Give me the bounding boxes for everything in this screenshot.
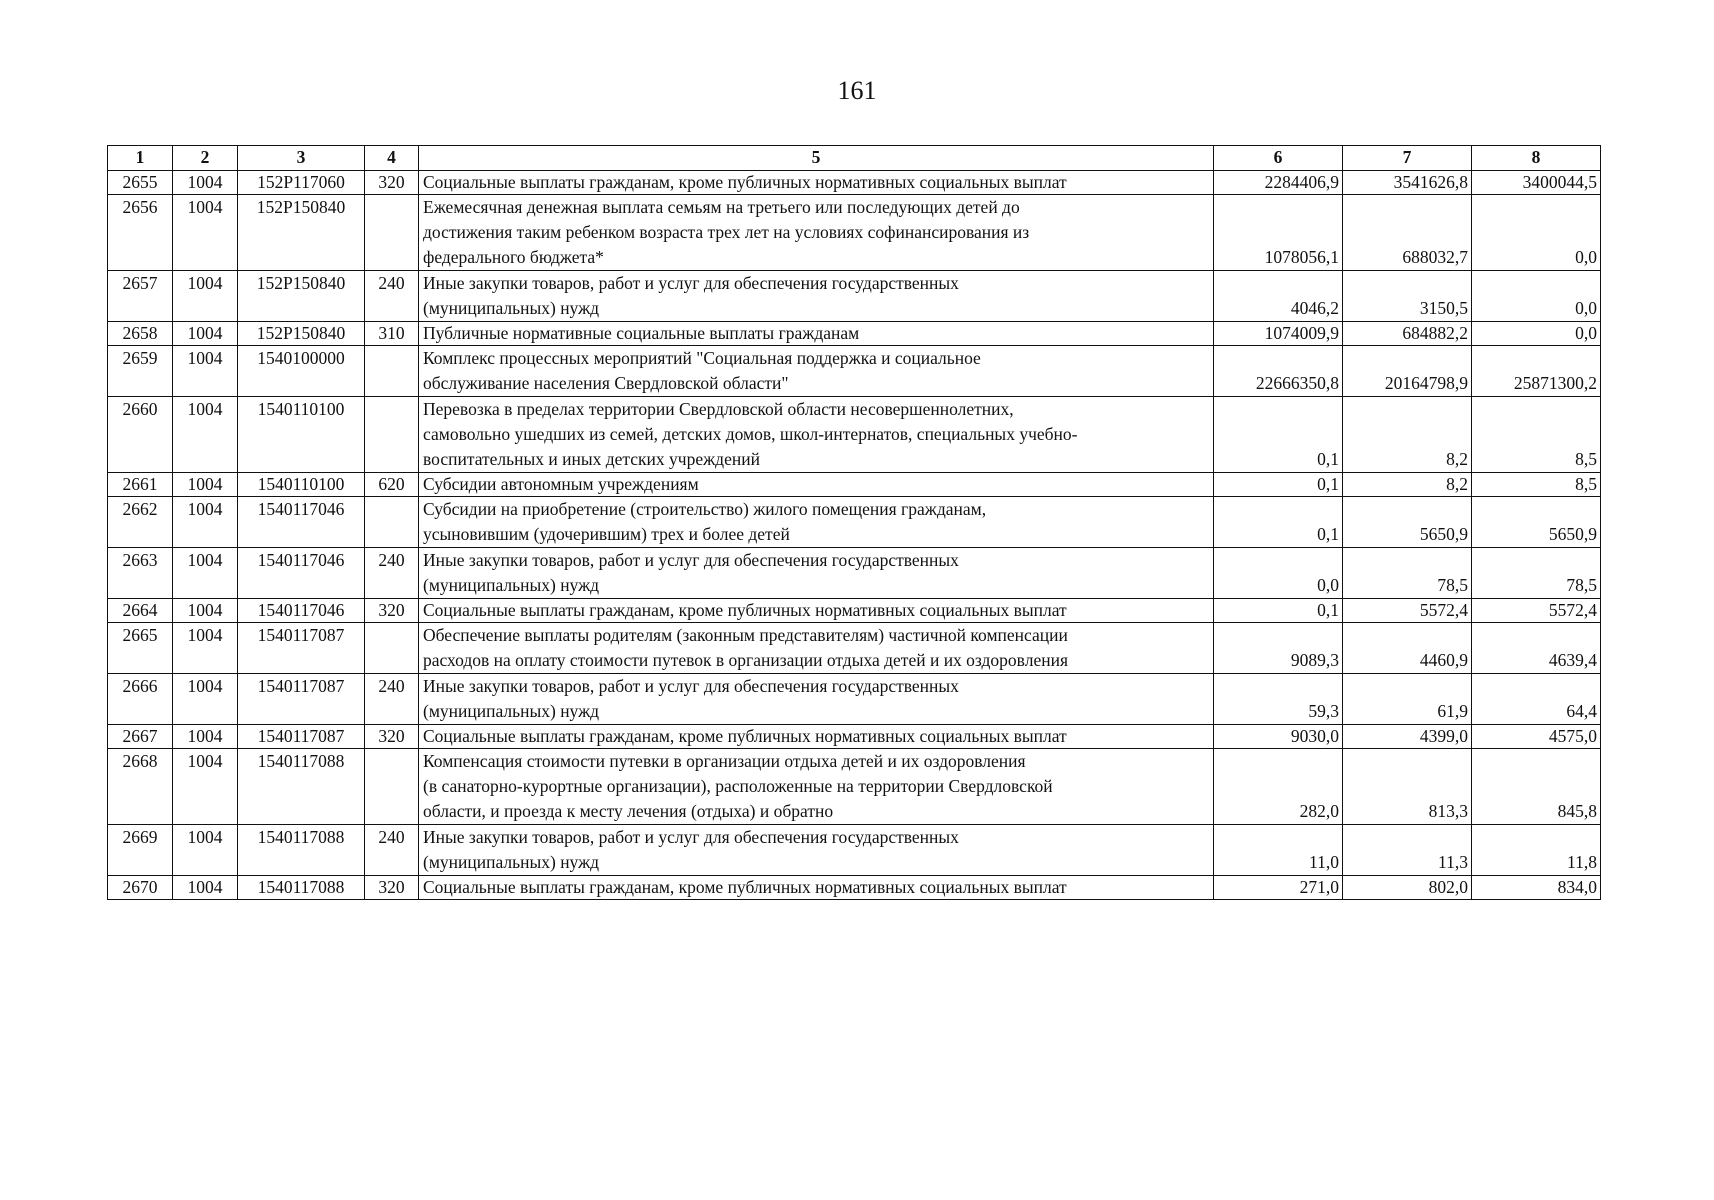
target-code-cell: 152P150840 — [238, 195, 365, 271]
amount-cell-v7: 5572,4 — [1343, 599, 1472, 623]
amount-cell-v7: 4460,9 — [1343, 623, 1472, 674]
description-line: воспитательных и иных детских учреждений — [423, 449, 760, 469]
amount-cell-v8: 5572,4 — [1472, 599, 1601, 623]
target-code-cell: 1540117088 — [238, 825, 365, 876]
row-number-cell: 2664 — [108, 599, 173, 623]
description-line: Ежемесячная денежная выплата семьям на третьего или последующих детей до — [423, 197, 1020, 217]
description-line: расходов на оплату стоимости путевок в организации отдыха детей и их оздоровления — [423, 650, 1068, 670]
amount-cell-v7: 5650,9 — [1343, 497, 1472, 548]
amount-cell-v6: 9089,3 — [1214, 623, 1343, 674]
target-code-cell: 152P150840 — [238, 271, 365, 322]
row-number-cell: 2663 — [108, 548, 173, 599]
row-number-cell: 2668 — [108, 749, 173, 825]
description-line: обслуживание населения Свердловской области" — [423, 373, 789, 393]
expense-type-cell — [365, 397, 419, 473]
target-code-cell: 1540117088 — [238, 876, 365, 900]
description-cell — [419, 322, 1214, 346]
table-row — [108, 548, 1601, 599]
description-line: Социальные выплаты гражданам, кроме публичных нормативных социальных выплат — [423, 726, 1067, 746]
section-cell: 1004 — [173, 623, 238, 674]
amount-cell-v8: 8,5 — [1472, 473, 1601, 497]
page-number: 161 — [837, 76, 877, 105]
header-row — [108, 146, 1601, 171]
section-cell: 1004 — [173, 725, 238, 749]
target-code-cell: 1540100000 — [238, 346, 365, 397]
description-cell — [419, 548, 1214, 599]
description-cell — [419, 599, 1214, 623]
description-line: (муниципальных) нужд — [423, 575, 600, 595]
expense-type-cell: 620 — [365, 473, 419, 497]
expense-type-cell — [365, 749, 419, 825]
section-cell: 1004 — [173, 674, 238, 725]
table-row — [108, 497, 1601, 548]
description-line: (муниципальных) нужд — [423, 852, 600, 872]
table-row — [108, 674, 1601, 725]
description-line: Иные закупки товаров, работ и услуг для обеспечения государственных — [423, 273, 959, 293]
description-line: (муниципальных) нужд — [423, 701, 600, 721]
amount-cell-v7: 3541626,8 — [1343, 171, 1472, 195]
expense-type-cell — [365, 623, 419, 674]
description-cell — [419, 725, 1214, 749]
column-header: 1 — [108, 146, 173, 171]
section-cell: 1004 — [173, 171, 238, 195]
description-cell — [419, 876, 1214, 900]
target-code-cell: 1540110100 — [238, 397, 365, 473]
description-line: Комплекс процессных мероприятий "Социальная поддержка и социальное — [423, 348, 981, 368]
amount-cell-v7: 8,2 — [1343, 397, 1472, 473]
amount-cell-v8: 11,8 — [1472, 825, 1601, 876]
amount-cell-v6: 1078056,1 — [1214, 195, 1343, 271]
description-cell — [419, 271, 1214, 322]
section-cell: 1004 — [173, 397, 238, 473]
row-number-cell: 2658 — [108, 322, 173, 346]
amount-cell-v7: 78,5 — [1343, 548, 1472, 599]
amount-cell-v6: 0,1 — [1214, 497, 1343, 548]
amount-cell-v8: 845,8 — [1472, 749, 1601, 825]
description-cell — [419, 497, 1214, 548]
description-line: Обеспечение выплаты родителям (законным представителям) частичной компенсации — [423, 625, 1068, 645]
column-header: 5 — [419, 146, 1214, 171]
description-cell — [419, 397, 1214, 473]
column-header: 7 — [1343, 146, 1472, 171]
description-line: Социальные выплаты гражданам, кроме публичных нормативных социальных выплат — [423, 600, 1067, 620]
expense-type-cell: 320 — [365, 171, 419, 195]
amount-cell-v8: 0,0 — [1472, 271, 1601, 322]
table-body — [108, 171, 1601, 900]
expense-type-cell: 320 — [365, 725, 419, 749]
amount-cell-v6: 0,1 — [1214, 397, 1343, 473]
amount-cell-v6: 2284406,9 — [1214, 171, 1343, 195]
amount-cell-v7: 20164798,9 — [1343, 346, 1472, 397]
section-cell: 1004 — [173, 548, 238, 599]
table-row — [108, 749, 1601, 825]
section-cell: 1004 — [173, 497, 238, 548]
table-row — [108, 725, 1601, 749]
table-row — [108, 876, 1601, 900]
row-number-cell: 2669 — [108, 825, 173, 876]
amount-cell-v8: 834,0 — [1472, 876, 1601, 900]
expense-type-cell: 240 — [365, 271, 419, 322]
section-cell: 1004 — [173, 271, 238, 322]
row-number-cell: 2667 — [108, 725, 173, 749]
expense-type-cell — [365, 346, 419, 397]
description-line: (в санаторно-курортные организации), расположенные на территории Свердловской — [423, 776, 1053, 796]
column-header: 2 — [173, 146, 238, 171]
row-number-cell: 2657 — [108, 271, 173, 322]
amount-cell-v8: 8,5 — [1472, 397, 1601, 473]
section-cell: 1004 — [173, 346, 238, 397]
description-line: Субсидии на приобретение (строительство) жилого помещения гражданам, — [423, 499, 987, 519]
amount-cell-v6: 271,0 — [1214, 876, 1343, 900]
target-code-cell: 1540117046 — [238, 548, 365, 599]
amount-cell-v7: 11,3 — [1343, 825, 1472, 876]
description-cell — [419, 171, 1214, 195]
description-line: Иные закупки товаров, работ и услуг для обеспечения государственных — [423, 676, 959, 696]
table-row — [108, 322, 1601, 346]
table-row — [108, 271, 1601, 322]
amount-cell-v7: 802,0 — [1343, 876, 1472, 900]
table-row — [108, 195, 1601, 271]
row-number-cell: 2670 — [108, 876, 173, 900]
target-code-cell: 1540117046 — [238, 599, 365, 623]
amount-cell-v8: 5650,9 — [1472, 497, 1601, 548]
amount-cell-v7: 3150,5 — [1343, 271, 1472, 322]
table-row — [108, 623, 1601, 674]
expense-type-cell: 240 — [365, 548, 419, 599]
section-cell: 1004 — [173, 322, 238, 346]
target-code-cell: 152P117060 — [238, 171, 365, 195]
target-code-cell: 152P150840 — [238, 322, 365, 346]
description-line: области, и проезда к месту лечения (отдыха) и обратно — [423, 801, 834, 821]
amount-cell-v6: 0,1 — [1214, 599, 1343, 623]
column-header: 3 — [238, 146, 365, 171]
column-header: 6 — [1214, 146, 1343, 171]
amount-cell-v7: 4399,0 — [1343, 725, 1472, 749]
section-cell: 1004 — [173, 195, 238, 271]
table-row — [108, 346, 1601, 397]
table-row — [108, 397, 1601, 473]
amount-cell-v6: 282,0 — [1214, 749, 1343, 825]
amount-cell-v8: 78,5 — [1472, 548, 1601, 599]
target-code-cell: 1540117087 — [238, 725, 365, 749]
section-cell: 1004 — [173, 749, 238, 825]
table-row — [108, 171, 1601, 195]
target-code-cell: 1540117088 — [238, 749, 365, 825]
expense-type-cell: 320 — [365, 599, 419, 623]
table-row — [108, 599, 1601, 623]
amount-cell-v6: 11,0 — [1214, 825, 1343, 876]
target-code-cell: 1540110100 — [238, 473, 365, 497]
target-code-cell: 1540117087 — [238, 623, 365, 674]
section-cell: 1004 — [173, 825, 238, 876]
description-cell — [419, 346, 1214, 397]
description-cell — [419, 674, 1214, 725]
amount-cell-v6: 0,1 — [1214, 473, 1343, 497]
expense-type-cell: 320 — [365, 876, 419, 900]
description-cell — [419, 825, 1214, 876]
section-cell: 1004 — [173, 473, 238, 497]
description-line: Иные закупки товаров, работ и услуг для обеспечения государственных — [423, 827, 959, 847]
description-line: Иные закупки товаров, работ и услуг для обеспечения государственных — [423, 550, 959, 570]
row-number-cell: 2666 — [108, 674, 173, 725]
expense-type-cell: 240 — [365, 825, 419, 876]
section-cell: 1004 — [173, 876, 238, 900]
amount-cell-v8: 4575,0 — [1472, 725, 1601, 749]
description-line: Социальные выплаты гражданам, кроме публичных нормативных социальных выплат — [423, 877, 1067, 897]
expense-type-cell — [365, 195, 419, 271]
row-number-cell: 2655 — [108, 171, 173, 195]
row-number-cell: 2665 — [108, 623, 173, 674]
description-cell — [419, 623, 1214, 674]
budget-table — [107, 145, 1601, 900]
column-header: 8 — [1472, 146, 1601, 171]
amount-cell-v8: 25871300,2 — [1472, 346, 1601, 397]
expense-type-cell — [365, 497, 419, 548]
row-number-cell: 2661 — [108, 473, 173, 497]
target-code-cell: 1540117087 — [238, 674, 365, 725]
expense-type-cell: 310 — [365, 322, 419, 346]
amount-cell-v6: 1074009,9 — [1214, 322, 1343, 346]
column-header: 4 — [365, 146, 419, 171]
description-line: (муниципальных) нужд — [423, 298, 600, 318]
description-line: усыновившим (удочерившим) трех и более детей — [423, 524, 790, 544]
description-line: Перевозка в пределах территории Свердловской области несовершеннолетних, — [423, 399, 1014, 419]
description-line: достижения таким ребенком возраста трех лет на условиях софинансирования из — [423, 222, 1030, 242]
amount-cell-v6: 0,0 — [1214, 548, 1343, 599]
amount-cell-v8: 64,4 — [1472, 674, 1601, 725]
row-number-cell: 2660 — [108, 397, 173, 473]
target-code-cell: 1540117046 — [238, 497, 365, 548]
description-line: Социальные выплаты гражданам, кроме публичных нормативных социальных выплат — [423, 172, 1067, 192]
amount-cell-v7: 688032,7 — [1343, 195, 1472, 271]
row-number-cell: 2662 — [108, 497, 173, 548]
amount-cell-v6: 4046,2 — [1214, 271, 1343, 322]
description-line: Субсидии автономным учреждениям — [423, 474, 699, 494]
table-row — [108, 825, 1601, 876]
amount-cell-v8: 3400044,5 — [1472, 171, 1601, 195]
amount-cell-v7: 684882,2 — [1343, 322, 1472, 346]
row-number-cell: 2656 — [108, 195, 173, 271]
table-row — [108, 473, 1601, 497]
amount-cell-v6: 59,3 — [1214, 674, 1343, 725]
amount-cell-v7: 61,9 — [1343, 674, 1472, 725]
amount-cell-v6: 9030,0 — [1214, 725, 1343, 749]
amount-cell-v6: 22666350,8 — [1214, 346, 1343, 397]
amount-cell-v7: 813,3 — [1343, 749, 1472, 825]
amount-cell-v8: 0,0 — [1472, 195, 1601, 271]
expense-type-cell: 240 — [365, 674, 419, 725]
description-cell — [419, 195, 1214, 271]
row-number-cell: 2659 — [108, 346, 173, 397]
description-line: Компенсация стоимости путевки в организации отдыха детей и их оздоровления — [423, 751, 1026, 771]
description-line: федерального бюджета* — [423, 247, 604, 267]
section-cell: 1004 — [173, 599, 238, 623]
amount-cell-v8: 4639,4 — [1472, 623, 1601, 674]
description-line: самовольно ушедших из семей, детских домов, школ-интернатов, специальных учебно- — [423, 424, 1078, 444]
description-line: Публичные нормативные социальные выплаты гражданам — [423, 323, 860, 343]
description-cell — [419, 749, 1214, 825]
amount-cell-v7: 8,2 — [1343, 473, 1472, 497]
amount-cell-v8: 0,0 — [1472, 322, 1601, 346]
description-cell — [419, 473, 1214, 497]
